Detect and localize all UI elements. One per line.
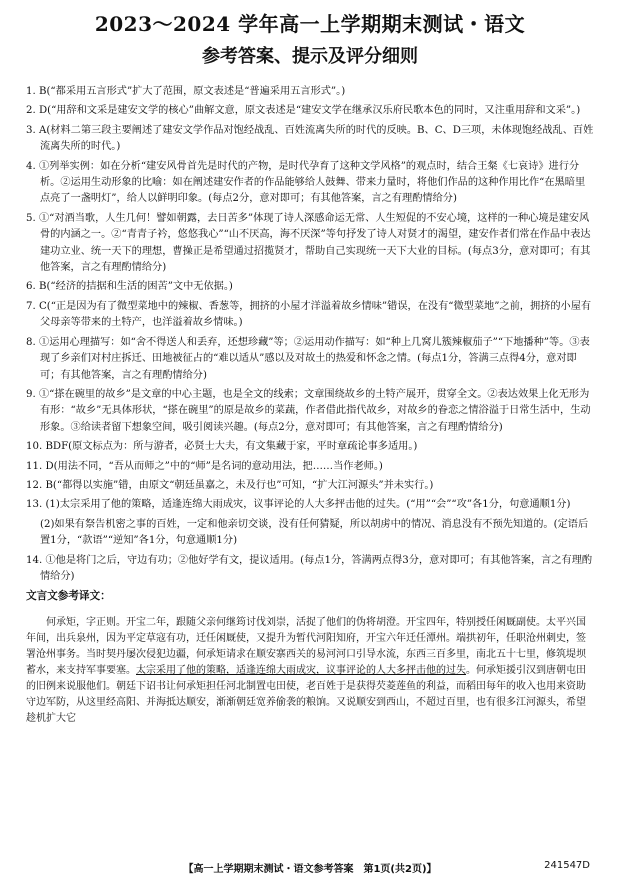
answer-item-14: 14. ①他是将门之后，守边有功；②他好学有文，提议适用。(每点1分，答满两点得3分，意对即可；有其他答案，言之有理酌情给分) xyxy=(26,554,593,582)
page-title: 2023～2024 学年高一上学期期末测试・语文 xyxy=(94,12,526,36)
translation-before: 何承矩，字正则。开宝二年，跟随父亲何继筠讨伐刘崇，活捉了他们的伪将胡澄。开宝四年，特别授任闲厩副使。太平兴国年间，出兵泉州，因为平定草寇有功，迁任闲厩使，又提升为暂代河阳知府，开宝六年迁任潭州。端拱初年，任职沧州刺史，签署沧州事务。当时契丹屡次侵犯边疆，何承矩请求在顺安寨西关的易河河口引导水流，东西三百多里，南北五十七里，修筑堤坝蓄水，来支持军事要塞。 xyxy=(26,616,586,676)
answer-item-6: 6. B(“经济的拮据和生活的困苦”文中无依据。) xyxy=(26,281,233,293)
translation-underlined: 太宗采用了他的策略，适逢连绵大雨成灾，议事评论的人大多抨击他的过失 xyxy=(136,664,466,676)
page-subtitle: 参考答案、提示及评分细则 xyxy=(202,46,418,67)
translation-heading: 文言文参考译文： xyxy=(26,590,111,603)
answer-item-12: 12. B(“都得以实施”错，由原文“朝廷虽嘉之，未及行也”可知，“扩大江河源头”并未实行。) xyxy=(26,479,434,491)
page-footer xyxy=(0,860,620,875)
answer-item-13-1: 13. (1)太宗采用了他的策略，适逢连绵大雨成灾，议事评论的人大多抨击他的过失。(“用”“会”“攻”各1分，句意通顺1分) xyxy=(26,499,571,511)
footer-label: 【高一上学期期末测试・语文参考答案 第1页(共2页)】 xyxy=(183,864,437,875)
translation-after: 。何承矩援引汉到唐朝屯田的旧例来说服他们。朝廷下诏书让何承矩担任河北制置屯田使，老百姓于是获得芡菱莲鱼的利益，而稻田每年的收入也用来资助守边军防，从这里经高阳、并海抵达顺安，渐渐朝廷宽养偷袭的粮饷。又说顺安到西山，不超过百里，也有很多江河源头，希望趁机扩大它 xyxy=(26,664,586,724)
answer-item-5: 5. ①“对酒当歌，人生几何！譬如朝露，去日苦多”体现了诗人深感命运无常、人生短促的不安心境，这样的一种心境是建安风骨的内涵之一。②“青青子衿，悠悠我心”“山不厌高，海不厌深”等句抒发了诗人对贤才的渴望，建安作者们常在作品中表达建功立业、统一天下的理想，曹操正是希望通过招揽贤才，帮助自己实现统一天下大业的目标。(每点3分，意对即可；有其他答案，言之有理酌情给分) xyxy=(26,212,591,274)
answer-item-3: 3. A(材料二第三段主要阐述了建安文学作品对饱经战乱、百姓流离失所的时代的反映。B、C、D三项，未体现饱经战乱、百姓流离失所的时代。) xyxy=(26,124,594,153)
answer-item-8: 8. ①运用心理描写：如“舍不得送人和丢弃，还想珍藏”等；②运用动作描写：如“种上几窝儿簇辣椒茄子”“下地播种”等。③表现了乡亲们对村庄拆迁、田地被征占的“难以适从”感以及对故土的热爱和怀念之情。(每点1分，答满三点得4分，意对即可；有其他答案，言之有理酌情给分) xyxy=(26,336,590,381)
footer-code: 241547D xyxy=(544,860,590,871)
answer-item-2: 2. D(“用辞和文采是建安文学的核心”曲解文意，原文表述是“建安文学在继承汉乐府民歌本色的同时，又注重用辞和文采”。) xyxy=(26,105,581,117)
translation-body xyxy=(26,615,594,727)
answer-item-10: 10. BDF(原文标点为：所与游者，必贤士大夫，有文集藏于家，平时章疏论事多适用。) xyxy=(26,441,418,453)
answer-item-9: 9. ①“搽在碗里的故乡”是文章的中心主题，也是全文的线索；文章围绕故乡的土特产展开，贯穿全文。②表达效果上化无形为有形：“故乡”无具体形状，“搽在碗里”的原是故乡的菜蔬，作者借此指代故乡，对故乡的眷恋之情浴溢于日常生活中，生动形象。③给读者留下想象空间，吸引阅读兴趣。(每点2分，意对即可；有其他答案，言之有理酌情给分) xyxy=(26,388,591,433)
answer-item-13-2: (2)如果有祭告机密之事的百姓，一定和他亲切交谈，没有任何猜疑，所以胡虏中的情况、消息没有不预先知道的。(定语后置1分，“款语”“逆知”各1分，句意通顺1分) xyxy=(40,518,589,547)
answer-item-7: 7. C(“正是因为有了微型菜地中的辣椒、香葱等，拥挤的小屋才洋溢着故乡情味”错误，在没有“微型菜地”之前，拥挤的小屋有父母亲等带来的土特产，也洋溢着故乡情味。) xyxy=(26,300,592,329)
answer-list xyxy=(26,84,594,727)
answer-item-11: 11. D(用法不同，“吾从而师之”中的“师”是名词的意动用法，把……当作老师。) xyxy=(26,460,383,472)
answer-item-1: 1. B(“都采用五言形式”扩大了范围，原文表述是“普遍采用五言形式”。) xyxy=(26,86,346,97)
answer-item-4: 4. ①列举实例：如在分析“建安风骨首先是时代的产物，是时代孕育了这种文学风格”的观点时，结合王粲《七哀诗》进行分析。②运用生动形象的比喻：如在阐述建安作者的作品能够给人鼓舞、带来力量时，将他们作品的这种作用比作“在黑暗里点亮了一盏明灯”，给人以鲜明印象。(每点2分，意对即可；有其他答案，言之有理酌情给分) xyxy=(26,160,586,205)
